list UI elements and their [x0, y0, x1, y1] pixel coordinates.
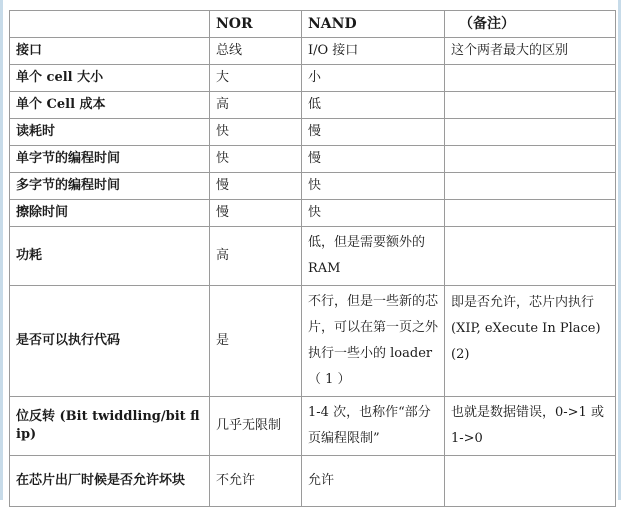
nor-cell: 几乎无限制	[210, 397, 302, 456]
row-label: 在芯片出厂时候是否允许坏块	[10, 456, 210, 507]
nand-cell: 1-4 次，也称作“部分页编程限制”	[302, 397, 445, 456]
remark-cell: 即是否允许，芯片内执行 (XIP, eXecute In Place) (2)	[445, 286, 616, 397]
nand-cell: 允许	[302, 456, 445, 507]
table-row	[10, 38, 616, 65]
table-row	[10, 92, 616, 119]
nor-cell: 大	[210, 65, 302, 92]
nand-cell: 低	[302, 92, 445, 119]
remark-cell	[445, 227, 616, 286]
header-cell-remark: （备注）	[445, 11, 616, 38]
row-label: 单个 Cell 成本	[10, 92, 210, 119]
nor-cell: 是	[210, 286, 302, 397]
nor-cell: 总线	[210, 38, 302, 65]
row-label: 功耗	[10, 227, 210, 286]
row-label: 单个 cell 大小	[10, 65, 210, 92]
row-label: 是否可以执行代码	[10, 286, 210, 397]
row-label: 多字节的编程时间	[10, 173, 210, 200]
row-label: 单字节的编程时间	[10, 146, 210, 173]
remark-cell	[445, 456, 616, 507]
remark-cell	[445, 119, 616, 146]
row-label: 位反转 (Bit twiddling/bit flip)	[10, 397, 210, 456]
row-label: 接口	[10, 38, 210, 65]
table-row	[10, 200, 616, 227]
remark-cell	[445, 173, 616, 200]
nor-cell: 快	[210, 119, 302, 146]
row-label: 读耗时	[10, 119, 210, 146]
nand-cell: 快	[302, 173, 445, 200]
nand-cell: I/O 接口	[302, 38, 445, 65]
nand-cell: 不行，但是一些新的芯片，可以在第一页之外执行一些小的 loader （ 1 ）	[302, 286, 445, 397]
nor-cell: 不允许	[210, 456, 302, 507]
remark-cell	[445, 146, 616, 173]
header-cell-nor: NOR	[210, 11, 302, 38]
header-row	[10, 11, 616, 38]
remark-cell	[445, 200, 616, 227]
nor-nand-comparison-table	[9, 10, 616, 507]
nand-cell: 低，但是需要额外的 RAM	[302, 227, 445, 286]
nor-cell: 慢	[210, 173, 302, 200]
remark-cell: 也就是数据错误，0->1 或 1->0	[445, 397, 616, 456]
nand-cell: 慢	[302, 146, 445, 173]
table-row	[10, 456, 616, 507]
header-cell-nand: NAND	[302, 11, 445, 38]
header-cell-empty	[10, 11, 210, 38]
nor-cell: 慢	[210, 200, 302, 227]
nor-cell: 快	[210, 146, 302, 173]
nand-cell: 慢	[302, 119, 445, 146]
table-row	[10, 397, 616, 456]
remark-cell: 这个两者最大的区别	[445, 38, 616, 65]
table-row	[10, 173, 616, 200]
table-row	[10, 227, 616, 286]
nand-cell: 快	[302, 200, 445, 227]
remark-cell	[445, 65, 616, 92]
table-row	[10, 65, 616, 92]
remark-cell	[445, 92, 616, 119]
table-row	[10, 286, 616, 397]
nor-cell: 高	[210, 227, 302, 286]
nor-cell: 高	[210, 92, 302, 119]
nand-cell: 小	[302, 65, 445, 92]
table-row	[10, 146, 616, 173]
table-row	[10, 119, 616, 146]
row-label: 擦除时间	[10, 200, 210, 227]
